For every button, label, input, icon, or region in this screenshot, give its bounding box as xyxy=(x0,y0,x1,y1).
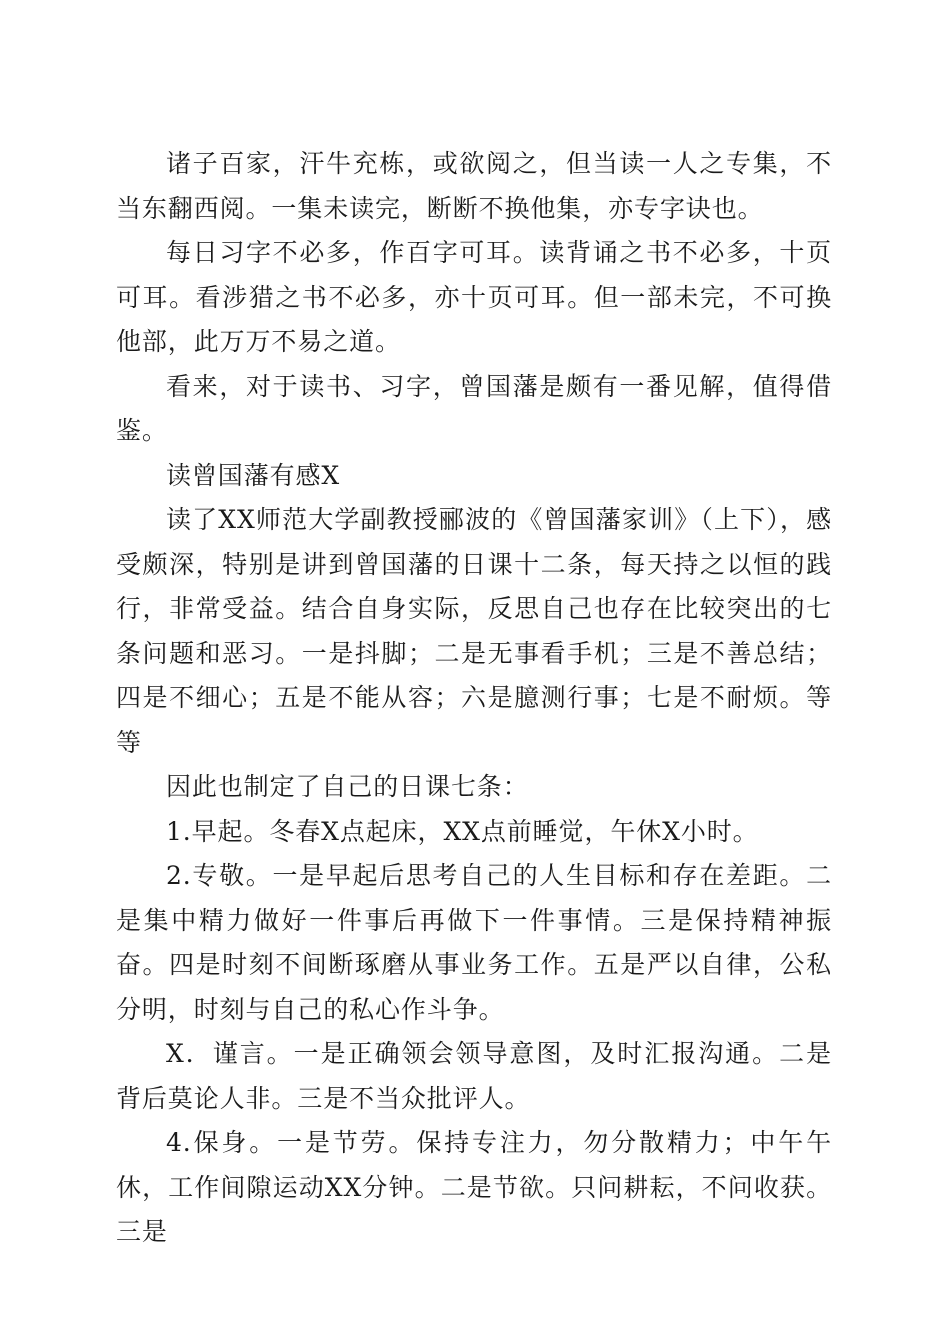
rule-item-3: X．谨言。一是正确领会领导意图，及时汇报沟通。二是背后莫论人非。三是不当众批评人。 xyxy=(116,1039,832,1113)
rule-item-1: 1.早起。冬春X点起床，XX点前睡觉，午休X小时。 xyxy=(166,816,759,846)
paragraph-reflection: 读了XX师范大学副教授郦波的《曾国藩家训》（上下），感受颇深，特别是讲到曾国藩的日课十二条，每天持之以恒的践行，非常受益。结合自身实际，反思自己也存在比较突出的七条问题和恶习。一是抖脚；二是无事看手机；三是不善总结；四是不细心；五是不能从容；六是臆测行事；七是不耐烦。等等 xyxy=(116,505,832,757)
paragraph-reading-focus: 诸子百家，汗牛充栋，或欲阅之，但当读一人之专集，不当东翻西阅。一集未读完，断断不换他集，亦专字诀也。 xyxy=(116,149,832,223)
document-body xyxy=(116,142,832,1255)
paragraph-conclusion: 看来，对于读书、习字，曾国藩是颇有一番见解，值得借鉴。 xyxy=(116,371,832,445)
rule-item-2: 2.专敬。一是早起后思考自己的人生目标和存在差距。二是集中精力做好一件事后再做下一件事情。三是保持精神振奋。四是时刻不间断琢磨从事业务工作。五是严以自律，公私分明，时刻与自己的私心作斗争。 xyxy=(116,861,832,1024)
rule-item-4: 4.保身。一是节劳。保持专注力，勿分散精力；中午午休，工作间隙运动XX分钟。二是节欲。只问耕耘，不问收获。三是 xyxy=(116,1128,832,1246)
paragraph-daily-practice: 每日习字不必多，作百字可耳。读背诵之书不必多，十页可耳。看涉猎之书不必多，亦十页可耳。但一部未完，不可换他部，此万万不易之道。 xyxy=(116,238,832,356)
section-heading: 读曾国藩有感X xyxy=(166,460,341,490)
paragraph-intro-rules: 因此也制定了自己的日课七条： xyxy=(166,772,529,801)
